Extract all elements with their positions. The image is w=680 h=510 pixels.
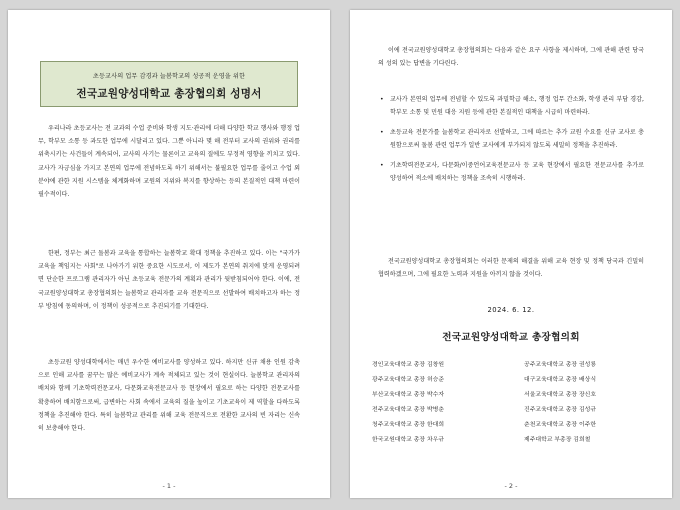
statement-subtitle: 초등교사의 업무 감경과 늘봄학교의 성공적 운영을 위한 bbox=[92, 73, 246, 80]
statement-header-box bbox=[40, 61, 298, 107]
document-page-1 bbox=[8, 10, 330, 498]
bullet-icon: • bbox=[380, 129, 384, 137]
statement-date: 2024. 6. 12. bbox=[487, 306, 535, 314]
body-paragraph-3: 초등교원 양성대학에서는 매년 우수한 예비교사를 양성하고 있다. 하지만 신규 채용 인원 감축으로 인해 교사를 꿈꾸는 많은 예비교사가 계속 적체되고 있는 것이 현실이다. 늘봄학교 관리자의 배치와 함께 기초학력전문교사, 다문화교육전문교사 등 현장에서 필요로 하는 다양한 전문교사를 확충하여 배치함으로써, 급변하는 사회 속에서 교육의 질을 높이고 기초교육이 제 역할을 다하도록 정책을 추진해야 한다. 특히 늘봄학교 관리를 위해 교육 전문직으로 전환한 교사의 빈 자리는 신속히 보충해야 한다. bbox=[38, 359, 300, 433]
demands-intro: 이에 전국교원양성대학교 총장협의회는 다음과 같은 요구 사항을 제시하며, 그에 관해 관련 당국의 성의 있는 답변을 기다린다. bbox=[378, 47, 644, 67]
signer-entry: 경인교육대학교 총장 김창원 bbox=[372, 362, 445, 368]
signer-entry: 서울교육대학교 총장 장신호 bbox=[524, 391, 597, 398]
body-paragraph-1: 우리나라 초등교사는 전 교과의 수업 준비와 학생 지도·관리에 더해 다양한 학교 행사와 행정 업무, 학부모 소통 등 과도한 업무에 시달리고 있다. 그뿐 아니라 몇 해 전부터 교사의 권위와 권리를 위축시키는 사건들이 계속되어, 교사의 사기는 물론이고 교육의 질에도 부정적 영향을 끼치고 있다. 교사가 자긍심을 가지고 본연의 업무에 전념하도록 하기 위해서는 불필요한 업무를 줄이고 수업 외 분야에 관한 지원 시스템을 체계화하며 교원의 지위와 복지를 향상하는 등의 본질적인 대책 마련이 필수적이다. bbox=[38, 125, 300, 199]
signer-entry: 청주교육대학교 총장 한대희 bbox=[372, 421, 445, 428]
statement-title: 전국교원양성대학교 총장협의회 성명서 bbox=[76, 88, 262, 100]
page-number-1: - 1 - bbox=[162, 482, 176, 490]
bullet-icon: • bbox=[380, 96, 384, 103]
signer-entry: 부산교육대학교 총장 박수자 bbox=[372, 391, 445, 398]
signer-entry: 제주대학교 부총장 김희철 bbox=[524, 436, 591, 443]
list-item bbox=[378, 127, 644, 152]
bullet-icon: • bbox=[380, 162, 384, 170]
demand-text-3: 기초학력전문교사, 다문화/이중언어교육전문교사 등 교육 현장에서 필요한 전문교사를 추가로 양성하여 적소에 배치하는 정책을 조속히 시행하라. bbox=[390, 162, 644, 182]
organization-name: 전국교원양성대학교 총장협의회 bbox=[442, 332, 580, 343]
signer-entry: 한국교원대학교 총장 차우규 bbox=[372, 436, 445, 443]
demand-text-2: 초등교육 전문가를 늘봄학교 관리자로 선발하고, 그에 따르는 추가 교원 수요를 신규 교사로 충원함으로써 돌봄 관련 업무가 일반 교사에게 부가되지 않도록 세밀히 정책을 추진하라. bbox=[390, 129, 644, 149]
closing-paragraph: 전국교원양성대학교 총장협의회는 이러한 문제의 해결을 위해 교육 현장 및 정책 당국과 긴밀히 협력하겠으며, 그에 필요한 노력과 지원을 아끼지 않을 것이다. bbox=[378, 258, 644, 278]
page-number-2: - 2 - bbox=[504, 482, 518, 490]
list-item bbox=[378, 160, 644, 185]
signer-entry: 대구교육대학교 총장 배상식 bbox=[524, 376, 597, 383]
list-item bbox=[378, 94, 644, 119]
signer-entry: 공주교육대학교 총장 권성룡 bbox=[524, 362, 597, 368]
signers-right-column bbox=[524, 358, 656, 447]
signers-left-column bbox=[372, 358, 504, 447]
signer-entry: 진주교육대학교 총장 김성규 bbox=[524, 406, 597, 413]
signer-entry: 광주교육대학교 총장 허승준 bbox=[372, 376, 445, 383]
document-page-2 bbox=[350, 10, 672, 498]
signer-entry: 춘천교육대학교 총장 이주한 bbox=[524, 421, 597, 428]
demands-list bbox=[378, 94, 644, 194]
signer-entry: 전주교육대학교 총장 박병춘 bbox=[372, 406, 445, 413]
body-paragraph-2: 한편, 정부는 최근 돌봄과 교육을 통합하는 늘봄학교 확대 정책을 추진하고 있다. 이는 "국가가 교육을 책임지는 사회"로 나아가기 위한 중요한 시도로서, 이 제도가 본연의 취지에 맞게 운영되려면 단순한 프로그램 관리자가 아닌 초등교육 전문가의 계획과 관리가 뒷받침되어야 한다. 이에, 전국교원양성대학교 총장협의회는 늘봄학교 관리자를 교육 전문직으로 선발하여 배치하고자 하는 정부 방침에 동의하며, 이 정책이 성공적으로 추진되기를 기대한다. bbox=[38, 250, 300, 310]
demand-text-1: 교사가 본연의 업무에 전념할 수 있도록 과밀학급 해소, 행정 업무 간소화, 학생 관리 부담 경감, 학부모 소통 및 민원 대응 지원 등에 관한 본질적인 대책을 시급히 마련하라. bbox=[390, 96, 644, 116]
